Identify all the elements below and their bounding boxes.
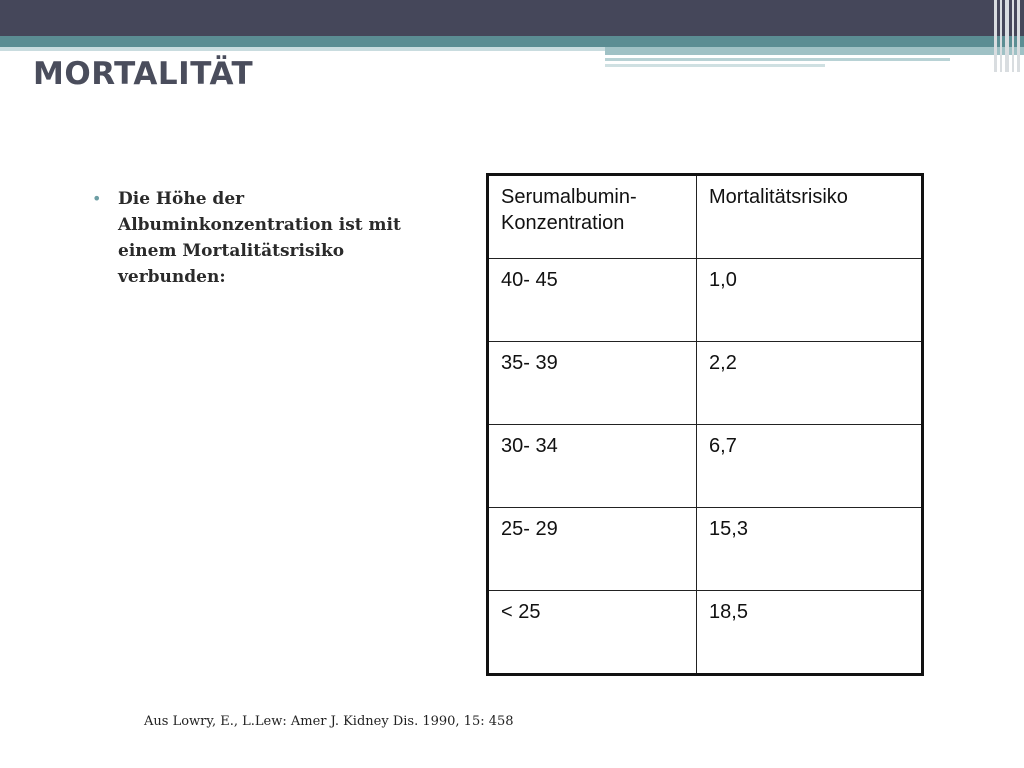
table-cell-albumin: 25- 29	[488, 508, 697, 591]
table-row	[488, 259, 923, 342]
bullet-list	[92, 186, 452, 290]
table-cell-albumin: 30- 34	[488, 425, 697, 508]
table-header-row	[488, 175, 923, 259]
bullet-item	[92, 186, 452, 290]
bullet-dot-icon: •	[92, 189, 102, 208]
header-band-light-right	[605, 47, 1024, 55]
table-cell-risk: 6,7	[697, 425, 923, 508]
table-cell-albumin: < 25	[488, 591, 697, 675]
table-row	[488, 425, 923, 508]
bullet-text: Die Höhe der Albuminkonzentration ist mit einem Mortalitätsrisiko verbunden:	[118, 189, 401, 287]
table-cell-albumin: 40- 45	[488, 259, 697, 342]
table-cell-risk: 15,3	[697, 508, 923, 591]
header-cell-albumin: Serumalbumin-Konzentration	[488, 175, 697, 259]
header-band-light-left	[0, 47, 605, 51]
header-band-thin-1	[605, 58, 950, 61]
citation: Aus Lowry, E., L.Lew: Amer J. Kidney Dis. 1990, 15: 458	[144, 714, 514, 729]
table-cell-albumin: 35- 39	[488, 342, 697, 425]
table-row	[488, 591, 923, 675]
table-cell-risk: 1,0	[697, 259, 923, 342]
table-row	[488, 342, 923, 425]
table-cell-risk: 18,5	[697, 591, 923, 675]
header-stripes	[992, 0, 1024, 72]
header-band-thin-2	[605, 64, 825, 67]
header-band-dark	[0, 0, 1024, 36]
table-row	[488, 508, 923, 591]
slide-title: MORTALITÄT	[33, 56, 254, 92]
albumin-mortality-table	[486, 173, 924, 676]
table-cell-risk: 2,2	[697, 342, 923, 425]
header-cell-risk: Mortalitätsrisiko	[697, 175, 923, 259]
header-band-teal	[0, 36, 1024, 47]
